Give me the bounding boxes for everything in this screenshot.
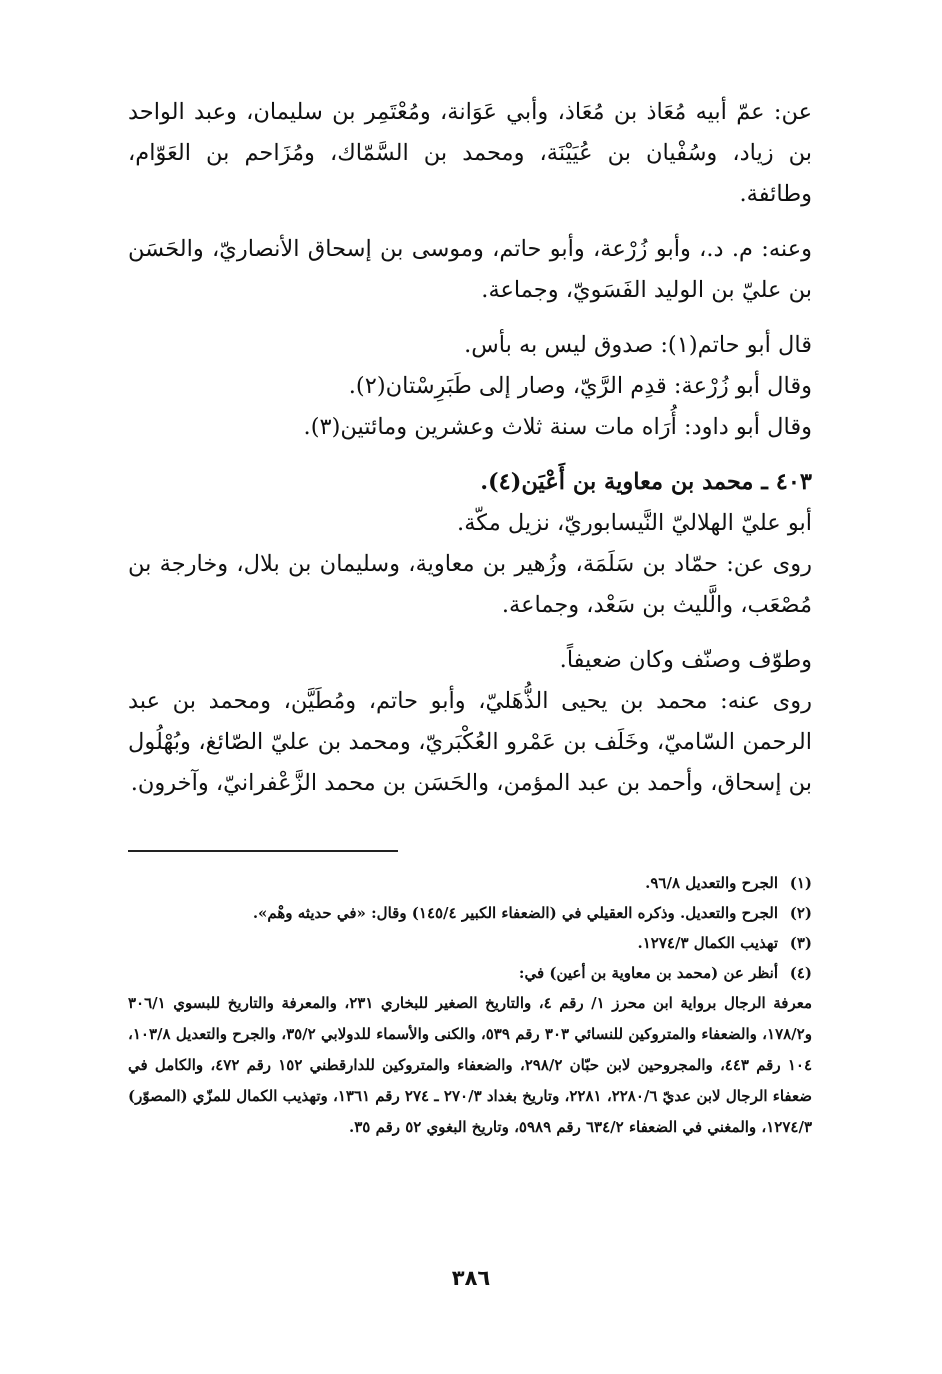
- footnote-text: تهذيب الكمال ١٢٧٤/٣.: [637, 934, 778, 952]
- entry-remark: وطوّف وصنّف وكان ضعيفاً.: [559, 647, 812, 673]
- footnote-text: أنظر عن (محمد بن معاوية بن أعين) في:: [518, 964, 778, 982]
- paragraph-narrators-from-him: وعنه: م. د.، وأبو زُرْعة، وأبو حاتم، وموسى بن إسحاق الأنصاريّ، والحَسَن بن عليّ بن الوليد الفَسَويّ، وجماعة.: [128, 236, 812, 303]
- footnotes: [128, 868, 812, 1143]
- entry-nisba: أبو عليّ الهلاليّ النَّيسابوريّ، نزيل مكّة.: [457, 510, 812, 536]
- footnote-item: [128, 868, 812, 898]
- footnote-number: (١): [789, 874, 812, 892]
- page-content: [128, 92, 812, 1143]
- footnote-text: الجرح والتعديل. وذكره العقيلي في (الضعفاء الكبير ١٤٥/٤) وقال: «في حديثه وهْم».: [252, 904, 778, 922]
- entry-narrated-from: روى عن: حمّاد بن سَلَمَة، وزُهير بن معاوية، وسليمان بن بلال، وخارجة بن مُصْعَب، والَّليث بن سَعْد، وجماعة.: [128, 551, 812, 618]
- footnote-number: (٤): [789, 964, 812, 982]
- paragraph-narrated-from: عن: عمّ أبيه مُعَاذ بن مُعَاذ، وأبي عَوَانة، ومُعْتَمِر بن سليمان، وعبد الواحد بن زياد، وسُفْيان بن عُيَيْنَة، ومحمد بن السَّمّاك، ومُزَاحم بن العَوّام، وطائفة.: [128, 99, 812, 207]
- footnote-item: [128, 898, 812, 928]
- page-number: ٣٨٦: [451, 1266, 491, 1290]
- footnote-separator: [128, 850, 398, 852]
- entry-narrators-from-him: روى عنه: محمد بن يحيى الذُّهَليّ، وأبو حاتم، ومُطَيَّن، ومحمد بن عبد الرحمن السّاميّ، وخَلَف بن عَمْرو العُكْبَريّ، ومحمد بن عليّ الصّائغ، وبُهْلُول بن إسحاق، وأحمد بن عبد المؤمن، والحَسَن بن محمد الزَّعْفرانيّ، وآخرون.: [128, 688, 812, 796]
- entry-heading: ٤٠٣ ـ محمد بن معاوية بن أَعْيَن(٤).: [480, 469, 812, 495]
- main-text: [128, 92, 812, 804]
- footnote-item: [128, 928, 812, 958]
- footnote-item: [128, 958, 812, 988]
- footnote-number: (٣): [789, 934, 812, 952]
- quote-abu-zura: وقال أبو زُرْعة: قدِم الرَّيّ، وصار إلى طَبَرِسْتان(٢).: [348, 373, 812, 399]
- footnote-sources-list: معرفة الرجال برواية ابن محرز ١/ رقم ٤، والتاريخ الصغير للبخاري ٢٣١، والمعرفة والتاريخ للبسوي ٣٠٦/١ و١٧٨/٢، والضعفاء والمتروكين للنسائي ٣٠٣ رقم ٥٣٩، والكنى والأسماء للدولابي ٣٥/٢، والجرح والتعديل ١٠٣/٨، ١٠٤ رقم ٤٤٣، والمجروحين لابن حبّان ٢٩٨/٢، والضعفاء والمتروكين للدارقطني ١٥٢ رقم ٤٧٢، والكامل في ضعفاء الرجال لابن عديّ ٢٢٨٠/٦، ٢٢٨١، وتاريخ بغداد ٢٧٠/٣ ـ ٢٧٤ رقم ١٣٦١، وتهذيب الكمال للمزّي (المصوّر) ١٢٧٤/٣، والمغني في الضعفاء ٦٣٤/٢ رقم ٥٩٨٩، وتاريخ البغوي ٥٢ رقم ٣٥.: [127, 994, 812, 1136]
- quote-abu-hatim: قال أبو حاتم(١): صدوق ليس به بأس.: [464, 332, 812, 358]
- quote-abu-dawud: وقال أبو داود: أُرَاه مات سنة ثلاث وعشرين ومائتين(٣).: [303, 414, 812, 440]
- footnote-text: الجرح والتعديل ٩٦/٨.: [645, 874, 778, 892]
- footnote-number: (٢): [789, 904, 812, 922]
